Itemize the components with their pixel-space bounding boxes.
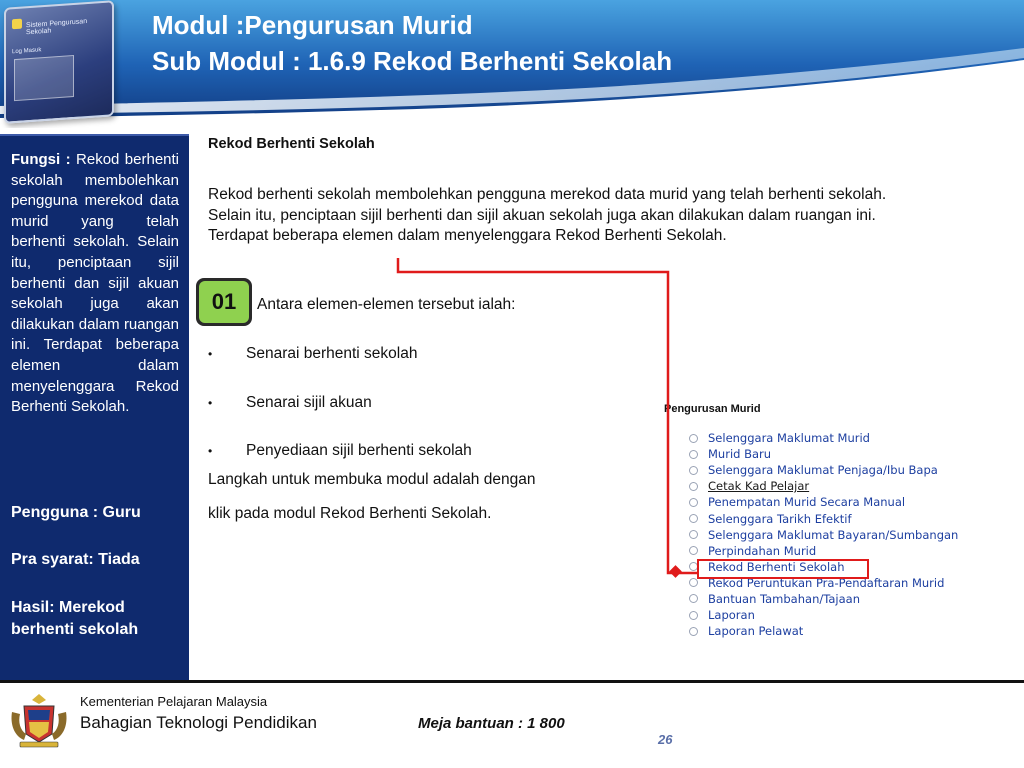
bullet-item <box>208 442 472 460</box>
bullet-text: Senarai berhenti sekolah <box>246 345 418 362</box>
menu-item-rekod-peruntukan-pra-pendaftaran[interactable]: Rekod Peruntukan Pra-Pendaftaran Murid <box>689 575 958 591</box>
radio-icon <box>689 530 698 539</box>
page-subtitle: Sub Modul : 1.6.9 Rekod Berhenti Sekolah <box>152 46 673 76</box>
sidebar-hasil: Hasil: Merekod berhenti sekolah <box>11 599 139 638</box>
radio-icon <box>689 546 698 555</box>
footer-divider <box>0 680 1024 683</box>
menu-item-selenggara-tarikh-efektif[interactable]: Selenggara Tarikh Efektif <box>689 510 958 526</box>
radio-icon <box>689 627 698 636</box>
sidebar-pra-syarat: Pra syarat: Tiada <box>11 551 140 568</box>
radio-icon <box>689 611 698 620</box>
malaysia-crest-logo <box>6 690 72 750</box>
thumb-login-label: Log Masuk <box>12 47 42 56</box>
radio-icon <box>689 578 698 587</box>
menu-item-penempatan-murid[interactable]: Penempatan Murid Secara Manual <box>689 494 958 510</box>
section-description: Rekod berhenti sekolah membolehkan pengguna merekod data murid yang telah berhenti sekolah. Selain itu, penciptaan sijil berhenti dan sijil akuan sekolah juga akan dilakukan dalam ruangan ini. Terdapat beberapa elemen dalam menyelenggara Rekod Berhenti Sekolah. <box>208 186 887 244</box>
page-number: 26 <box>658 732 673 747</box>
menu-item-selenggara-maklumat-murid[interactable]: Selenggara Maklumat Murid <box>689 430 958 446</box>
section-title: Rekod Berhenti Sekolah <box>208 136 375 152</box>
bullet-item <box>208 394 372 412</box>
bullet-dot: • <box>208 444 213 458</box>
sidebar-fungsi <box>11 150 179 418</box>
division-name: Bahagian Teknologi Pendidikan <box>80 713 317 732</box>
step-number: 01 <box>199 281 249 323</box>
helpdesk-number: Meja bantuan : 1 800 <box>418 715 565 732</box>
menu-item-laporan-pelawat[interactable]: Laporan Pelawat <box>689 623 958 639</box>
radio-icon <box>689 498 698 507</box>
highlight-box <box>697 559 869 579</box>
menu-item-cetak-kad-pelajar[interactable]: Cetak Kad Pelajar <box>689 478 958 494</box>
header-banner <box>0 0 1024 128</box>
thumb-title: Sistem Pengurusan Sekolah <box>26 18 88 37</box>
page-title: Modul :Pengurusan Murid <box>152 10 473 40</box>
menu-item-bantuan-tambahan[interactable]: Bantuan Tambahan/Tajaan <box>689 591 958 607</box>
radio-icon <box>689 594 698 603</box>
menu-item-selenggara-maklumat-penjaga[interactable]: Selenggara Maklumat Penjaga/Ibu Bapa <box>689 462 958 478</box>
bullet-item <box>208 345 417 363</box>
bullet-text: Senarai sijil akuan <box>246 394 372 411</box>
step-number-badge <box>196 278 252 326</box>
radio-icon <box>689 466 698 475</box>
bullet-dot: • <box>208 347 213 361</box>
radio-icon <box>689 434 698 443</box>
fungsi-text: Rekod berhenti sekolah membolehkan pengguna merekod data murid yang telah berhenti sekolah. Selain itu, penciptaan sijil berhenti dan sijil akuan sekolah juga akan dilakukan dalam ruangan ini. Terdapat beberapa elemen dalam menyelenggara Rekod Berhenti Sekolah. <box>11 151 180 416</box>
radio-icon <box>689 514 698 523</box>
menu-item-perpindahan-murid[interactable]: Perpindahan Murid <box>689 543 958 559</box>
app-icon <box>12 19 22 30</box>
menu-item-selenggara-maklumat-bayaran[interactable]: Selenggara Maklumat Bayaran/Sumbangan <box>689 527 958 543</box>
menu-item-murid-baru[interactable]: Murid Baru <box>689 446 958 462</box>
system-screenshot-thumbnail <box>4 0 114 124</box>
bullet-text: Penyediaan sijil berhenti sekolah <box>246 442 472 459</box>
radio-icon <box>689 482 698 491</box>
menu-item-laporan[interactable]: Laporan <box>689 607 958 623</box>
thumb-login-box <box>14 55 74 101</box>
fungsi-label: Fungsi : <box>11 151 71 168</box>
instruction-line-1: Langkah untuk membuka modul adalah dengan <box>208 471 536 488</box>
elements-intro: Antara elemen-elemen tersebut ialah: <box>257 296 516 313</box>
module-menu-title: Pengurusan Murid <box>664 403 761 415</box>
module-menu-list <box>689 430 958 639</box>
instruction-line-2: klik pada modul Rekod Berhenti Sekolah. <box>208 505 492 522</box>
menu-item-rekod-berhenti-sekolah[interactable]: Rekod Berhenti Sekolah <box>689 559 958 575</box>
bullet-dot: • <box>208 396 213 410</box>
connector-diamond <box>669 565 682 578</box>
ministry-name: Kementerian Pelajaran Malaysia <box>80 694 268 709</box>
sidebar-pengguna: Pengguna : Guru <box>11 504 141 521</box>
radio-icon <box>689 450 698 459</box>
